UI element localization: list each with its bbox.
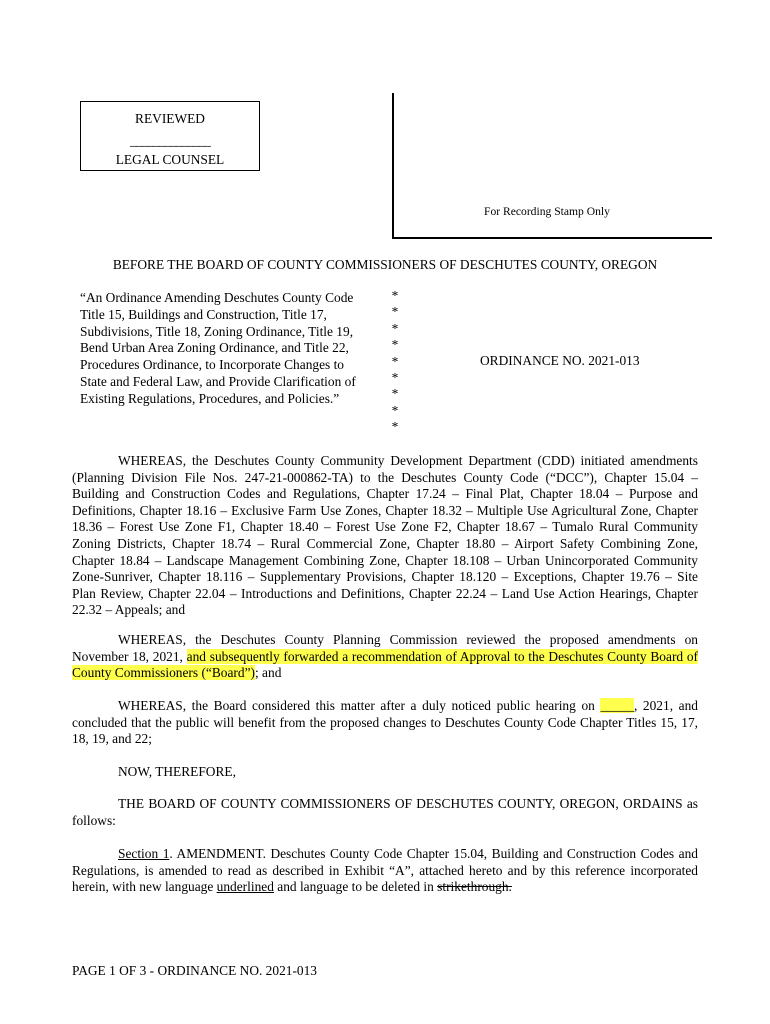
star: * [391, 304, 399, 320]
signature-blank: ______________ [130, 133, 210, 148]
caption-line: Bend Urban Area Zoning Ordinance, and Title 22, [80, 340, 349, 356]
caption-line: State and Federal Law, and Provide Clarification of [80, 373, 356, 389]
star: * [391, 386, 399, 402]
star: * [391, 419, 399, 435]
star: * [391, 402, 399, 418]
stamp-area-vertical-rule [392, 93, 394, 239]
star: * [391, 370, 399, 386]
whereas-paragraph-1: WHEREAS, the Deschutes County Community Development Department (CDD) initiated amendments (Planning Division File Nos. 247-21-000862-TA) to the Deschutes County Code (“DCC”), Chapter 15.04 – Building and Construction Codes and Regulations, Chapter 17.24 – Final Plat, Chapter 18.04 – Purpose and Definitions, Chapter 18.16 – Exclusive Farm Use Zones, Chapter 18.32 – Multiple Use Agricultural Zone, Chapter 18.36 – Forest Use Zone F1, Chapter 18.40 – Forest Use Zone F2, Chapter 18.67 – Tumalo Rural Community Zoning Districts, Chapter 18.74 – Rural Commercial Zone, Chapter 18.80 – Airport Safety Combining Zone, Chapter 18.84 – Landscape Management Combining Zone, Chapter 18.108 – Urban Unincorporated Community Zone-Sunriver, Chapter 18.116 – Supplementary Provisions, Chapter 18.120 – Exceptions, Chapter 19.76 – Site Plan Review, Chapter 22.04 – Introductions and Definitions, Chapter 22.24 – Land Use Action Hearings, Chapter 22.32 – Appeals; and [72, 453, 698, 618]
star: * [391, 337, 399, 353]
star: * [391, 320, 399, 336]
caption-line: Existing Regulations, Procedures, and Policies.” [80, 390, 340, 406]
ordinance-caption [80, 290, 380, 408]
highlighted-text: and subsequently forwarded a recommendation of Approval to the Deschutes County Board of County Commissioners (“Board”) [72, 648, 699, 681]
ordinance-number: ORDINANCE NO. 2021-013 [480, 353, 640, 368]
caption-line: Subdivisions, Title 18, Zoning Ordinance, Title 19, [80, 323, 354, 339]
caption-separator-stars [390, 288, 400, 436]
highlighted-date-blank: _____ [600, 698, 634, 713]
board-heading: BEFORE THE BOARD OF COUNTY COMMISSIONERS OF DESCHUTES COUNTY, OREGON [112, 257, 658, 272]
ordains-paragraph: THE BOARD OF COUNTY COMMISSIONERS OF DESCHUTES COUNTY, OREGON, ORDAINS as follows: [72, 796, 698, 828]
section-label: Section 1 [118, 846, 170, 861]
caption-line: Procedures Ordinance, to Incorporate Changes to [80, 357, 345, 373]
star: * [391, 353, 399, 369]
star: * [391, 288, 399, 303]
page-footer: PAGE 1 OF 3 - ORDINANCE NO. 2021-013 [72, 963, 318, 978]
strikethrough-word: strikethrough. [437, 879, 512, 895]
reviewed-label: REVIEWED [135, 111, 205, 126]
legal-review-box [80, 101, 260, 171]
caption-line: Title 15, Buildings and Construction, Title 17, [80, 306, 327, 322]
legal-counsel-label: LEGAL COUNSEL [115, 152, 225, 167]
stamp-area-horizontal-rule [392, 237, 712, 239]
recording-stamp-label: For Recording Stamp Only [484, 205, 610, 218]
underlined-word: underlined [216, 879, 274, 895]
whereas-paragraph-2: WHEREAS, the Deschutes County Planning Commission reviewed the proposed amendments on November 18, 2021, and subsequently forwarded a recommendation of Approval to the Deschutes County Board of County Commissioners (“Board”); and [72, 632, 699, 681]
caption-line: “An Ordinance Amending Deschutes County Code [80, 290, 354, 305]
now-therefore: NOW, THEREFORE, [118, 764, 236, 779]
whereas-paragraph-3: WHEREAS, the Board considered this matter after a duly noticed public hearing on _____, 2021, and concluded that the public will benefit from the proposed changes to Deschutes County Code Chapter Titles 15, 17, 18, 19, and 22; [72, 698, 699, 747]
section-1-paragraph: Section 1. AMENDMENT. Deschutes County Code Chapter 15.04, Building and Construction Codes and Regulations, is amended to read as described in Exhibit “A”, attached hereto and by this reference incorporated herein, with new language underlined and language to be deleted in strikethrough. [72, 846, 698, 895]
